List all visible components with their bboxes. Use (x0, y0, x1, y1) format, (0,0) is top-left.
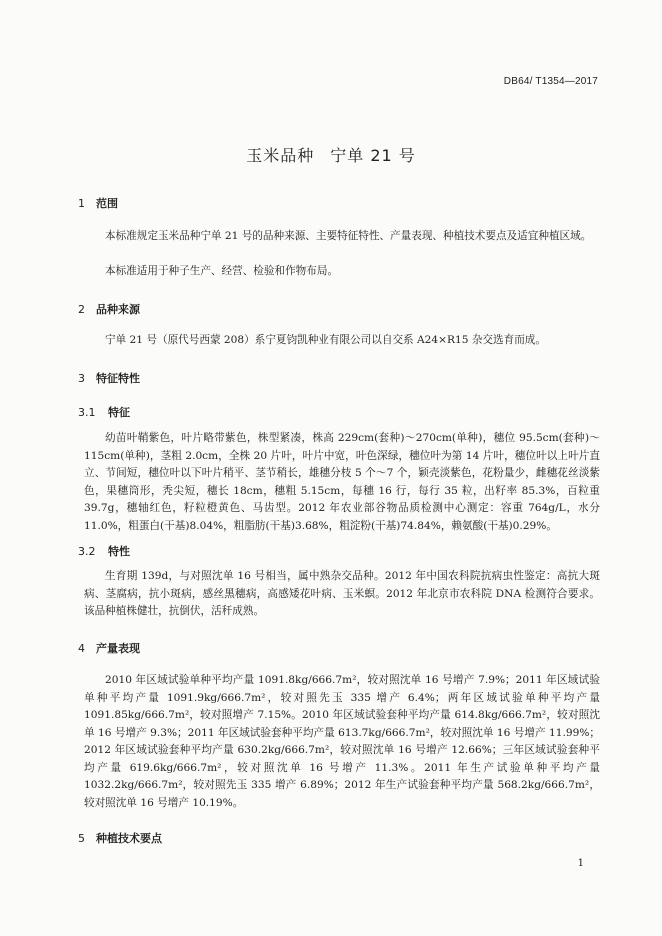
section-number: 2 (78, 303, 85, 316)
section-title: 品种来源 (96, 303, 140, 316)
page-number: 1 (577, 858, 584, 869)
paragraph-characteristics: 生育期 139d，与对照沈单 16 号相当，属中熟杂交品种。2012 年中国农科院抗病虫性鉴定：高抗大斑病、茎腐病，抗小斑病，感丝黑穗病，高感矮花叶病、玉米螟。2012 年北京市农科院 DNA 检测符合要求。该品种植株健壮，抗倒伏，活秆成熟。 (84, 570, 600, 617)
section-title: 范围 (96, 197, 118, 210)
section-heading-3-1 (78, 404, 130, 420)
section-title: 种植技术要点 (96, 832, 162, 845)
section-title: 特征特性 (96, 372, 140, 385)
section-number: 5 (78, 832, 85, 845)
title-part-1: 玉米品种 (246, 146, 315, 165)
section-heading-5 (78, 830, 162, 846)
section-heading-4 (78, 640, 140, 656)
section-title: 特性 (108, 545, 130, 558)
section-heading-3-2 (78, 543, 130, 559)
paragraph-origin: 宁单 21 号（原代号西蒙 208）系宁夏钧凯种业有限公司以自交系 A24×R15 杂交选育而成。 (105, 334, 546, 346)
standard-code: DB64/ T1354—2017 (503, 76, 598, 87)
title-part-2: 宁单 21 号 (330, 146, 416, 165)
section-number: 3 (78, 372, 85, 385)
paragraph-yield: 2010 年区域试验单种平均产量 1091.8kg/666.7m²，较对照沈单 16 号增产 7.9%；2011 年区域试验单种平均产量 1091.9kg/666.7m²，较对照先玉 335 增产 6.4%；两年区域试验单种平均产量 1091.85kg/666.7m²，较对照增产 7.15%。2010 年区域试验套种平均产量 614.8kg/666.7m²，较对照沈单 16 号增产 9.3%；2011 年区域试验套种平均产量 613.7kg/666.7m²，较对照沈单 16 号增产 11.99%；2012 年区域试验套种平均产量 630.2kg/666.7m²，较对照沈单 16 号增产 12.66%；三年区域试验套种平均产量 619.6kg/666.7m²，较对照沈单 16 号增产 11.3%。2011 年生产试验单种平均产量 1032.2kg/666.7m²，较对照先玉 335 增产 6.89%；2012 年生产试验套种平均产量 568.2kg/666.7m²，较对照沈单 16 号增产 10.19%。 (84, 674, 600, 809)
section-title: 特征 (108, 406, 130, 419)
section-number: 1 (78, 197, 85, 210)
section-number: 4 (78, 642, 85, 655)
paragraph-scope-1: 本标准规定玉米品种宁单 21 号的品种来源、主要特征特性、产量表现、种植技术要点及适宜种植区域。 (105, 230, 592, 242)
section-number: 3.1 (78, 406, 96, 419)
document-title (0, 143, 662, 166)
section-title: 产量表现 (96, 642, 140, 655)
section-heading-2 (78, 301, 140, 317)
section-heading-3 (78, 370, 140, 386)
section-number: 3.2 (78, 545, 96, 558)
paragraph-scope-2: 本标准适用于种子生产、经营、检验和作物布局。 (105, 265, 339, 277)
paragraph-features: 幼苗叶鞘紫色，叶片略带紫色，株型紧凑，株高 229cm(套种)～270cm(单种)，穗位 95.5cm(套种)～115cm(单种)，茎粗 2.0cm，全株 20 片叶，叶片中宽，叶色深绿，穗位叶为第 14 片叶，穗位叶以上叶片直立、节间短，穗位叶以下叶片稍平、茎节稍长，雄穗分枝 5 个～7 个，颖壳淡紫色，花粉量少，雌穗花丝淡紫色，果穗筒形，秃尖短，穗长 18cm，穗粗 5.15cm，每穗 16 行，每行 35 粒，出籽率 85.3%，百粒重 39.7g，穗轴红色，籽粒橙黄色、马齿型。2012 年农业部谷物品质检测中心测定：容重 764g/L，水分 11.0%，粗蛋白(干基)8.04%，粗脂肪(干基)3.68%，粗淀粉(干基)74.84%，赖氨酸(干基)0.29%。 (84, 432, 600, 532)
section-heading-1 (78, 195, 118, 211)
